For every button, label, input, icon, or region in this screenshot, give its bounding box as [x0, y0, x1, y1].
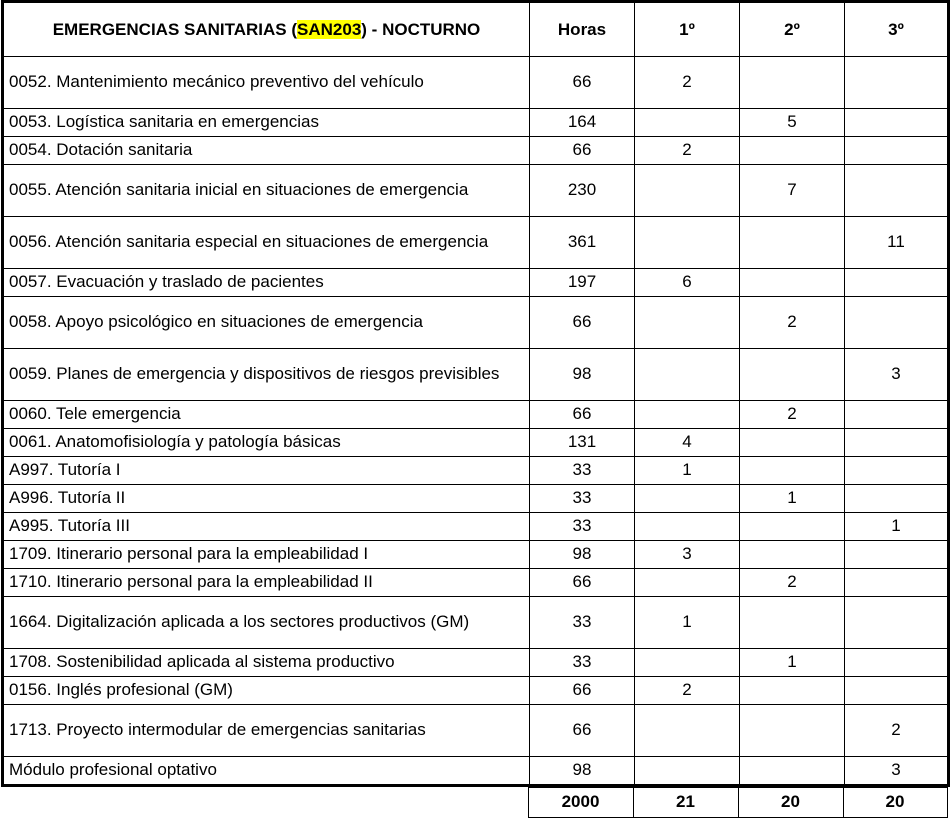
cell-year2 — [740, 429, 845, 457]
cell-subject: 0060. Tele emergencia — [3, 401, 530, 429]
column-header-hours: Horas — [530, 2, 635, 57]
cell-hours: 66 — [530, 401, 635, 429]
table-row — [3, 109, 949, 137]
totals-row — [1, 787, 947, 817]
column-header-year1: 1º — [635, 2, 740, 57]
cell-year3 — [845, 541, 949, 569]
cell-subject: A995. Tutoría III — [3, 513, 530, 541]
cell-hours: 230 — [530, 165, 635, 217]
header-row — [3, 2, 949, 57]
table-row — [3, 757, 949, 786]
cell-year3: 2 — [845, 705, 949, 757]
column-header-subject — [3, 2, 530, 57]
cell-subject: 0052. Mantenimiento mecánico preventivo del vehículo — [3, 57, 530, 109]
cell-hours: 361 — [530, 217, 635, 269]
cell-year1 — [635, 513, 740, 541]
cell-year2 — [740, 349, 845, 401]
cell-year1: 1 — [635, 597, 740, 649]
cell-year2: 1 — [740, 485, 845, 513]
totals-table — [1, 787, 948, 818]
cell-year3 — [845, 457, 949, 485]
cell-hours: 98 — [530, 541, 635, 569]
cell-year3: 3 — [845, 757, 949, 786]
cell-year3 — [845, 485, 949, 513]
cell-year3 — [845, 57, 949, 109]
cell-hours: 98 — [530, 349, 635, 401]
cell-hours: 66 — [530, 137, 635, 165]
cell-subject: 0054. Dotación sanitaria — [3, 137, 530, 165]
cell-year3: 3 — [845, 349, 949, 401]
cell-hours: 33 — [530, 485, 635, 513]
cell-year3 — [845, 269, 949, 297]
cell-hours: 33 — [530, 649, 635, 677]
cell-year3: 11 — [845, 217, 949, 269]
totals-year3: 20 — [843, 787, 947, 817]
cell-year1: 4 — [635, 429, 740, 457]
table-row — [3, 457, 949, 485]
cell-hours: 197 — [530, 269, 635, 297]
cell-subject: 0056. Atención sanitaria especial en situaciones de emergencia — [3, 217, 530, 269]
table-row — [3, 597, 949, 649]
table-row — [3, 165, 949, 217]
cell-subject: A996. Tutoría II — [3, 485, 530, 513]
cell-hours: 33 — [530, 597, 635, 649]
header-title-prefix: EMERGENCIAS SANITARIAS ( — [52, 19, 298, 39]
cell-subject: A997. Tutoría I — [3, 457, 530, 485]
cell-year1: 3 — [635, 541, 740, 569]
cell-hours: 33 — [530, 513, 635, 541]
table-body — [3, 57, 949, 786]
cell-year2: 5 — [740, 109, 845, 137]
totals-year2: 20 — [738, 787, 843, 817]
cell-year3 — [845, 165, 949, 217]
cell-year1: 2 — [635, 57, 740, 109]
cell-year2 — [740, 137, 845, 165]
cell-year2 — [740, 513, 845, 541]
cell-year1: 2 — [635, 677, 740, 705]
table-row — [3, 677, 949, 705]
cell-year2: 2 — [740, 401, 845, 429]
table-row — [3, 485, 949, 513]
cell-year1 — [635, 401, 740, 429]
cell-subject: 1710. Itinerario personal para la empleabilidad II — [3, 569, 530, 597]
cell-subject: 0059. Planes de emergencia y dispositivos de riesgos previsibles — [3, 349, 530, 401]
cell-year1: 6 — [635, 269, 740, 297]
cell-year1 — [635, 649, 740, 677]
cell-year1 — [635, 705, 740, 757]
cell-year1 — [635, 485, 740, 513]
totals-label-cell — [1, 787, 528, 817]
table-row — [3, 513, 949, 541]
table-row — [3, 569, 949, 597]
cell-subject: 0156. Inglés profesional (GM) — [3, 677, 530, 705]
table-row — [3, 349, 949, 401]
cell-subject: 0058. Apoyo psicológico en situaciones de emergencia — [3, 297, 530, 349]
cell-subject: 1664. Digitalización aplicada a los sectores productivos (GM) — [3, 597, 530, 649]
cell-year2: 2 — [740, 569, 845, 597]
table-row — [3, 541, 949, 569]
table-row — [3, 217, 949, 269]
column-header-year2: 2º — [740, 2, 845, 57]
cell-year3 — [845, 401, 949, 429]
cell-year2 — [740, 457, 845, 485]
cell-year2 — [740, 541, 845, 569]
cell-year2: 2 — [740, 297, 845, 349]
cell-subject: 1708. Sostenibilidad aplicada al sistema productivo — [3, 649, 530, 677]
cell-subject: 0061. Anatomofisiología y patología básicas — [3, 429, 530, 457]
cell-year3 — [845, 649, 949, 677]
cell-year1 — [635, 757, 740, 786]
cell-subject: Módulo profesional optativo — [3, 757, 530, 786]
cell-hours: 66 — [530, 297, 635, 349]
cell-year2: 1 — [740, 649, 845, 677]
cell-year1 — [635, 297, 740, 349]
header-title-code: SAN203 — [297, 19, 362, 39]
cell-subject: 1709. Itinerario personal para la empleabilidad I — [3, 541, 530, 569]
table-row — [3, 297, 949, 349]
table-row — [3, 137, 949, 165]
cell-hours: 131 — [530, 429, 635, 457]
header-title-suffix: ) - NOCTURNO — [361, 19, 481, 39]
cell-year3 — [845, 429, 949, 457]
cell-year2 — [740, 757, 845, 786]
table-header — [3, 2, 949, 57]
cell-hours: 98 — [530, 757, 635, 786]
cell-hours: 66 — [530, 57, 635, 109]
cell-subject: 0053. Logística sanitaria en emergencias — [3, 109, 530, 137]
cell-year2 — [740, 597, 845, 649]
table-row — [3, 705, 949, 757]
cell-subject: 1713. Proyecto intermodular de emergencias sanitarias — [3, 705, 530, 757]
cell-year3 — [845, 597, 949, 649]
cell-year3 — [845, 677, 949, 705]
cell-year3 — [845, 109, 949, 137]
cell-year2: 7 — [740, 165, 845, 217]
totals-hours: 2000 — [528, 787, 633, 817]
curriculum-table — [1, 0, 950, 787]
cell-year2 — [740, 57, 845, 109]
cell-subject: 0057. Evacuación y traslado de pacientes — [3, 269, 530, 297]
cell-hours: 33 — [530, 457, 635, 485]
cell-year2 — [740, 269, 845, 297]
cell-year1 — [635, 165, 740, 217]
table-row — [3, 269, 949, 297]
cell-year2 — [740, 677, 845, 705]
table-row — [3, 401, 949, 429]
cell-hours: 66 — [530, 705, 635, 757]
column-header-year3: 3º — [845, 2, 949, 57]
table-row — [3, 57, 949, 109]
cell-year3 — [845, 297, 949, 349]
cell-year1: 1 — [635, 457, 740, 485]
cell-hours: 66 — [530, 569, 635, 597]
cell-year3: 1 — [845, 513, 949, 541]
table-row — [3, 649, 949, 677]
cell-hours: 66 — [530, 677, 635, 705]
cell-hours: 164 — [530, 109, 635, 137]
cell-year3 — [845, 569, 949, 597]
table-row — [3, 429, 949, 457]
cell-year1 — [635, 349, 740, 401]
cell-year1 — [635, 109, 740, 137]
cell-subject: 0055. Atención sanitaria inicial en situaciones de emergencia — [3, 165, 530, 217]
cell-year1: 2 — [635, 137, 740, 165]
cell-year1 — [635, 569, 740, 597]
cell-year1 — [635, 217, 740, 269]
cell-year2 — [740, 705, 845, 757]
totals-year1: 21 — [633, 787, 738, 817]
cell-year3 — [845, 137, 949, 165]
cell-year2 — [740, 217, 845, 269]
